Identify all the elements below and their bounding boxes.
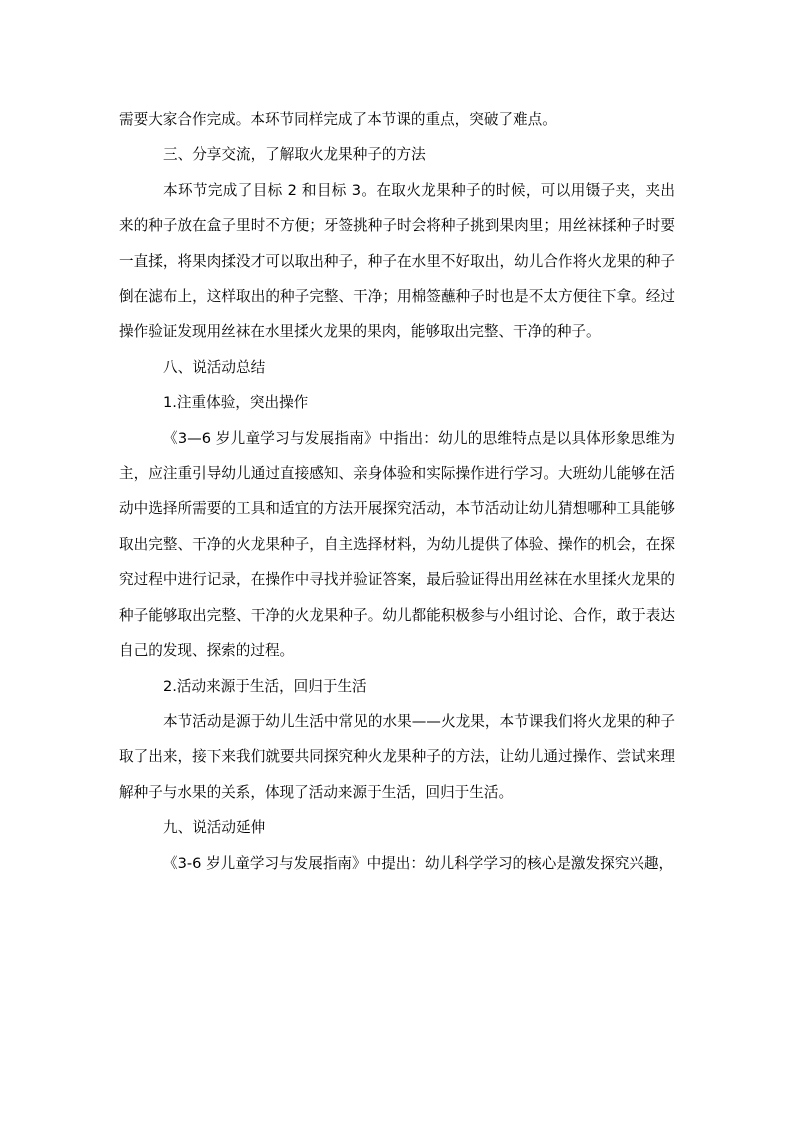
body-paragraph-guideline-experience: 《3—6 岁儿童学习与发展指南》中指出：幼儿的思维特点是以具体形象思维为主，应注重引导幼儿通过直接感知、亲身体验和实际操作进行学习。大班幼儿能够在活动中选择所需要的工具和适宜的方法开展探究活动，本节活动让幼儿猜想哪种工具能够取出完整、干净的火龙果种子，自主选择材料，为幼儿提供了体验、操作的机会，在探究过程中进行记录，在操作中寻找并验证答案，最后验证得出用丝袜在水里揉火龙果的种子能够取出完整、干净的火龙果种子。幼儿都能积极参与小组讨论、合作，敢于表达自己的发现、探索的过程。 — [119, 429, 675, 660]
body-paragraph-continuation: 需要大家合作完成。本环节同样完成了本节课的重点，突破了难点。 — [119, 111, 557, 128]
subheading-from-life: 2.活动来源于生活，回归于生活 — [163, 677, 367, 695]
subheading-experience-operation: 1.注重体验，突出操作 — [163, 394, 309, 412]
body-paragraph-from-life: 本节活动是源于幼儿生活中常见的水果——火龙果，本节课我们将火龙果的种子取了出来，接下来我们就要共同探究种火龙果种子的方法，让幼儿通过操作、尝试来理解种子与水果的关系，体现了活动来源于生活，回归于生活。 — [119, 712, 675, 801]
section-heading-activity-summary: 八、说活动总结 — [163, 358, 266, 376]
body-paragraph-guideline-science: 《3-6 岁儿童学习与发展指南》中提出：幼儿科学学习的核心是激发探究兴趣， — [163, 854, 674, 872]
document-body — [119, 102, 675, 881]
section-heading-activity-extension: 九、说活动延伸 — [163, 819, 266, 837]
section-heading-share-exchange: 三、分享交流，了解取火龙果种子的方法 — [163, 146, 426, 164]
body-paragraph-seed-methods: 本环节完成了目标 2 和目标 3。在取火龙果种子的时候，可以用镊子夹，夹出来的种子放在盒子里时不方便；牙签挑种子时会将种子挑到果肉里；用丝袜揉种子时要一直揉，将果肉揉没才可以取出种子，种子在水里不好取出，幼儿合作将火龙果的种子倒在滤布上，这样取出的种子完整、干净；用棉签蘸种子时也是不太方便往下拿。经过操作验证发现用丝袜在水里揉火龙果的果肉，能够取出完整、干净的种子。 — [119, 181, 675, 341]
